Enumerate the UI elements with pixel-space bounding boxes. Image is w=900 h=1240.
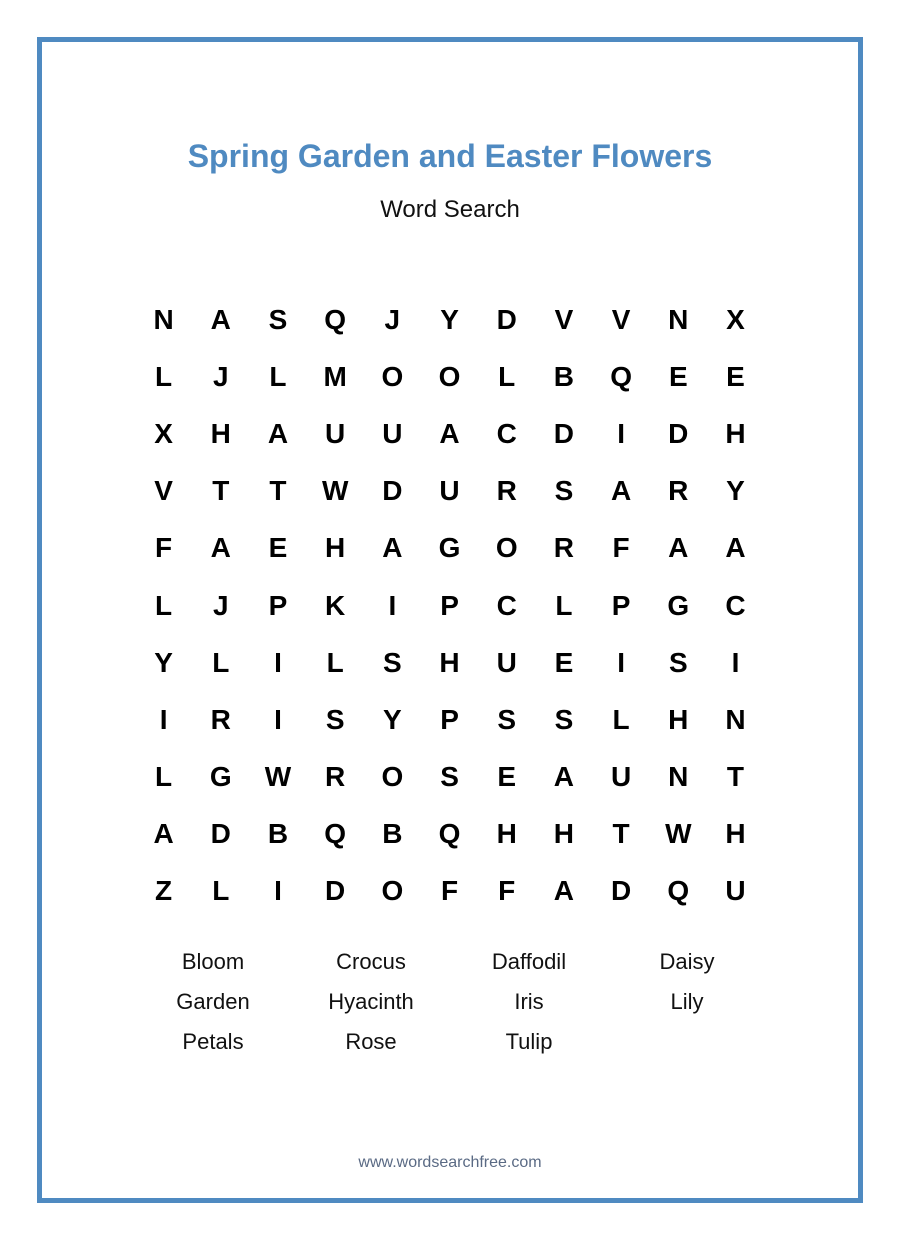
grid-letter: H: [325, 532, 346, 564]
grid-letter: R: [668, 475, 689, 507]
grid-letter: J: [384, 303, 401, 335]
grid-letter: U: [725, 875, 746, 907]
grid-letter: F: [440, 875, 459, 907]
grid-letter: F: [155, 532, 173, 564]
grid-letter: T: [269, 475, 287, 507]
grid-letter: U: [325, 417, 346, 449]
word-item: Petals: [182, 1029, 244, 1054]
grid-letter: H: [553, 818, 575, 850]
grid-letter: D: [325, 875, 346, 907]
grid-letter: Q: [324, 303, 347, 335]
grid-letter: O: [495, 532, 518, 564]
grid-letter: S: [668, 646, 688, 678]
grid-letter: L: [555, 589, 573, 621]
grid-letter: V: [611, 303, 631, 335]
grid-letter: N: [153, 303, 174, 335]
word-item: Tulip: [505, 1029, 553, 1054]
grid-letter: C: [496, 417, 517, 449]
grid-letter: R: [553, 532, 575, 564]
grid-letter: A: [553, 875, 575, 907]
grid-letter: J: [212, 589, 229, 621]
grid-letter: B: [553, 360, 575, 392]
grid-letter: W: [321, 475, 349, 507]
grid-letter: H: [725, 417, 746, 449]
grid-letter: L: [212, 875, 230, 907]
grid-letter: A: [267, 417, 289, 449]
grid-letter: R: [325, 761, 346, 793]
grid-letter: P: [611, 589, 631, 621]
grid-letter: Y: [726, 475, 745, 507]
grid-letter: G: [438, 532, 461, 564]
grid-letter: R: [210, 703, 231, 735]
grid-letter: H: [668, 703, 689, 735]
puzzle-subtitle: Word Search: [380, 196, 520, 223]
grid-letter: U: [610, 761, 632, 793]
grid-letter: C: [496, 589, 517, 621]
grid-letter: F: [498, 875, 516, 907]
grid-letter: S: [383, 646, 402, 678]
grid-letter: A: [439, 417, 460, 449]
word-item: Hyacinth: [328, 989, 414, 1014]
grid-letter: D: [610, 875, 632, 907]
grid-letter: L: [155, 360, 173, 392]
grid-letter: S: [268, 303, 288, 335]
grid-letter: L: [212, 646, 230, 678]
grid-letter: N: [725, 703, 746, 735]
grid-letter: A: [382, 532, 403, 564]
grid-letter: N: [668, 761, 689, 793]
grid-letter: B: [267, 818, 289, 850]
grid-letter: H: [439, 646, 460, 678]
grid-letter: L: [155, 761, 173, 793]
grid-letter: N: [668, 303, 689, 335]
grid-letter: H: [496, 818, 517, 850]
grid-letter: O: [381, 761, 404, 793]
grid-letter: X: [154, 417, 173, 449]
grid-letter: M: [323, 360, 347, 392]
grid-letter: V: [554, 303, 574, 335]
grid-letter: Z: [155, 875, 173, 907]
grid-letter: A: [725, 532, 746, 564]
grid-letter: L: [326, 646, 344, 678]
word-item: Crocus: [336, 949, 406, 974]
grid-letter: D: [382, 475, 403, 507]
grid-letter: R: [496, 475, 517, 507]
grid-letter: S: [440, 761, 459, 793]
grid-letter: P: [268, 589, 288, 621]
grid-letter: K: [325, 589, 346, 621]
grid-letter: Y: [440, 303, 459, 335]
grid-letter: W: [264, 761, 292, 793]
grid-letter: B: [382, 818, 403, 850]
word-list: [134, 942, 766, 1062]
word-item: Daffodil: [491, 949, 567, 974]
grid-letter: T: [726, 761, 745, 793]
grid-letter: W: [665, 818, 692, 850]
grid-letter: T: [212, 475, 230, 507]
grid-letter: Q: [667, 875, 690, 907]
footer-url[interactable]: www.wordsearchfree.com: [358, 1154, 542, 1171]
grid-letter: P: [440, 703, 459, 735]
grid-letter: O: [438, 360, 461, 392]
grid-letter: I: [617, 417, 625, 449]
grid-letter: E: [268, 532, 288, 564]
word-item: Lily: [670, 989, 704, 1014]
grid-letter: G: [667, 589, 690, 621]
grid-letter: S: [325, 703, 345, 735]
grid-letter: F: [612, 532, 630, 564]
grid-letter: A: [668, 532, 689, 564]
grid-letter: D: [496, 303, 517, 335]
word-item: Daisy: [659, 949, 715, 974]
grid-letter: A: [210, 532, 231, 564]
grid-letter: E: [668, 360, 688, 392]
grid-letter: G: [209, 761, 232, 793]
grid-letter: E: [554, 646, 574, 678]
grid-letter: I: [731, 646, 740, 678]
grid-letter: A: [553, 761, 575, 793]
grid-letter: V: [154, 475, 173, 507]
grid-letter: A: [153, 818, 174, 850]
grid-letter: Q: [438, 818, 461, 850]
grid-letter: D: [210, 818, 231, 850]
grid-letter: C: [725, 589, 746, 621]
grid-letter: H: [210, 417, 231, 449]
grid-letter: O: [381, 875, 404, 907]
grid-letter: A: [210, 303, 231, 335]
grid-letter: L: [612, 703, 630, 735]
grid-letter: D: [668, 417, 689, 449]
grid-letter: J: [212, 360, 229, 392]
word-item: Garden: [176, 989, 250, 1014]
grid-letter: L: [498, 360, 516, 392]
word-item: Rose: [345, 1029, 397, 1054]
grid-letter: E: [497, 761, 517, 793]
grid-letter: I: [388, 589, 397, 621]
grid-letter: O: [381, 360, 404, 392]
grid-letter: P: [440, 589, 459, 621]
grid-letter: U: [496, 646, 517, 678]
grid-letter: S: [554, 475, 574, 507]
grid-letter: I: [274, 875, 282, 907]
grid-letter: X: [726, 303, 745, 335]
grid-letter: U: [439, 475, 460, 507]
grid-letter: I: [617, 646, 625, 678]
grid-letter: S: [554, 703, 574, 735]
grid-letter: I: [274, 646, 282, 678]
grid-letter: L: [269, 360, 287, 392]
grid-letter: S: [497, 703, 517, 735]
puzzle-title: Spring Garden and Easter Flowers: [187, 138, 713, 174]
grid-letter: H: [725, 818, 746, 850]
grid-letter: Q: [610, 360, 632, 392]
grid-letter: Q: [324, 818, 347, 850]
grid-letter: T: [612, 818, 630, 850]
grid-letter: Y: [383, 703, 402, 735]
grid-letter: A: [610, 475, 632, 507]
letter-grid: [135, 291, 764, 920]
grid-letter: U: [382, 417, 403, 449]
grid-letter: E: [726, 360, 745, 392]
grid-letter: D: [553, 417, 575, 449]
grid-letter: L: [155, 589, 173, 621]
word-item: Iris: [514, 989, 544, 1014]
word-item: Bloom: [181, 949, 245, 974]
grid-letter: I: [159, 703, 168, 735]
grid-letter: Y: [154, 646, 173, 678]
grid-letter: I: [274, 703, 282, 735]
